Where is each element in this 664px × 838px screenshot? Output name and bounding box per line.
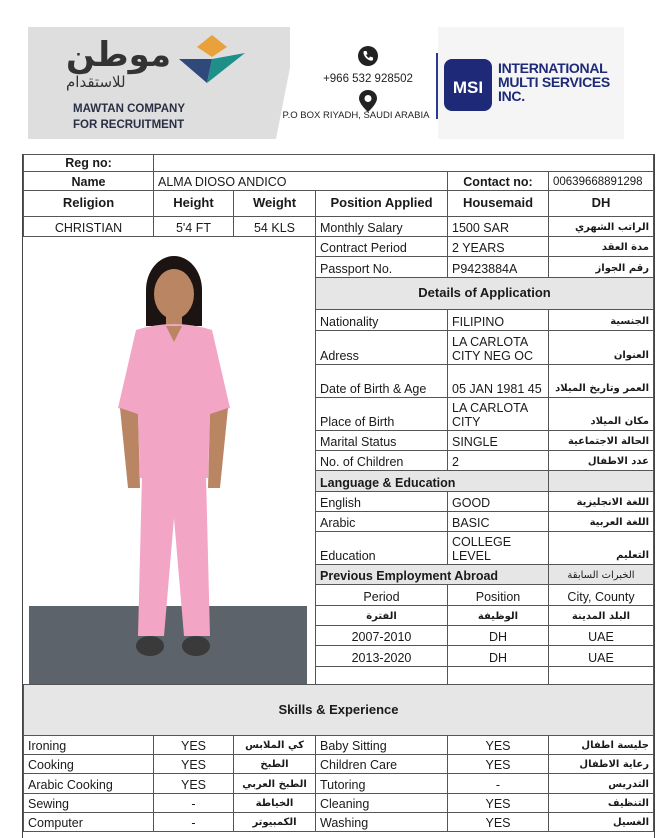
name-value: ALMA DIOSO ANDICO xyxy=(153,171,448,191)
skill-label: Baby Sitting xyxy=(315,735,448,755)
marital-arabic: الحالة الاجتماعية xyxy=(548,430,654,451)
employment-empty xyxy=(447,666,549,685)
employment-country: UAE xyxy=(548,645,654,667)
ims-line-2: MULTI SERVICES xyxy=(498,74,610,90)
ims-logo-icon xyxy=(443,57,493,113)
ims-line-3: INC. xyxy=(498,88,525,104)
employment-period: 2013-2020 xyxy=(315,645,448,667)
skill-arabic: التنظيف xyxy=(548,793,654,813)
nationality-label: Nationality xyxy=(315,309,448,331)
education-value: COLLEGE LEVEL xyxy=(447,531,549,565)
education-arabic: التعليم xyxy=(548,531,654,565)
dob-value: 05 JAN 1981 45 xyxy=(447,364,549,398)
skill-arabic: جليسة اطفال xyxy=(548,735,654,755)
contract-label: Contract Period xyxy=(315,236,448,257)
skill-value: - xyxy=(447,773,549,794)
employment-position: DH xyxy=(447,645,549,667)
education-label: Education xyxy=(315,531,448,565)
po-box-address: P.O BOX RIYADH, SAUDI ARABIA xyxy=(282,110,430,121)
contact-block xyxy=(303,45,433,113)
skill-label: Ironing xyxy=(23,735,154,755)
ims-line-1: INTERNATIONAL xyxy=(498,60,608,76)
contract-value: 2 YEARS xyxy=(447,236,549,257)
salary-label: Monthly Salary xyxy=(315,216,448,237)
employment-title: Previous Employment Abroad xyxy=(315,564,549,585)
employment-period: 2007-2010 xyxy=(315,625,448,646)
header-divider xyxy=(436,53,438,119)
skill-arabic: الخياطة xyxy=(233,793,316,813)
skill-label: Tutoring xyxy=(315,773,448,794)
address-value: LA CARLOTA CITY NEG OC xyxy=(447,330,549,365)
salary-value: 1500 SAR xyxy=(447,216,549,237)
skill-value: - xyxy=(153,812,234,832)
letterhead xyxy=(28,27,624,139)
position-header-arabic: الوظيفة xyxy=(447,605,549,626)
country-header: City, County xyxy=(548,584,654,606)
skill-value: YES xyxy=(153,773,234,794)
skill-value: YES xyxy=(447,735,549,755)
height-header: Height xyxy=(153,190,234,217)
english-label: English xyxy=(315,491,448,512)
mawtan-logo-icon xyxy=(173,33,251,93)
mawtan-company-name xyxy=(73,101,185,133)
language-title: Language & Education xyxy=(315,470,549,492)
name-label: Name xyxy=(23,171,154,191)
skill-value: - xyxy=(153,793,234,813)
phone-number: +966 532 928502 xyxy=(323,73,413,85)
details-title: Details of Application xyxy=(315,277,654,310)
arabic-arabic: اللغة العربية xyxy=(548,511,654,532)
employment-country: UAE xyxy=(548,625,654,646)
religion-header: Religion xyxy=(23,190,154,217)
passport-value: P9423884A xyxy=(447,256,549,278)
skill-value: YES xyxy=(447,754,549,774)
reg-no-value xyxy=(153,154,654,172)
contract-arabic: مدة العقد xyxy=(548,236,654,257)
skill-label: Computer xyxy=(23,812,154,832)
marital-label: Marital Status xyxy=(315,430,448,451)
skill-label: Children Care xyxy=(315,754,448,774)
position-col-header: Position xyxy=(447,584,549,606)
employment-empty xyxy=(315,666,448,685)
skill-value: YES xyxy=(447,812,549,832)
mawtan-arabic-subtitle: للاستقدام xyxy=(66,73,126,91)
english-value: GOOD xyxy=(447,491,549,512)
period-header-arabic: الفترة xyxy=(315,605,448,626)
birthplace-label: Place of Birth xyxy=(315,397,448,431)
employment-position: DH xyxy=(447,625,549,646)
skill-arabic: الطبخ العربي xyxy=(233,773,316,794)
employment-empty xyxy=(548,666,654,685)
phone-icon xyxy=(357,45,379,67)
skill-value: YES xyxy=(153,754,234,774)
arabic-label: Arabic xyxy=(315,511,448,532)
skill-label: Cleaning xyxy=(315,793,448,813)
skill-arabic: كي الملابس xyxy=(233,735,316,755)
arabic-value: BASIC xyxy=(447,511,549,532)
reg-no-label: Reg no: xyxy=(23,154,154,172)
candidate-figure xyxy=(24,238,314,684)
nationality-arabic: الجنسية xyxy=(548,309,654,331)
salary-arabic: الراتب الشهري xyxy=(548,216,654,237)
language-title-blank xyxy=(548,470,654,492)
address-label: Adress xyxy=(315,330,448,365)
skill-label: Sewing xyxy=(23,793,154,813)
skill-label: Arabic Cooking xyxy=(23,773,154,794)
children-value: 2 xyxy=(447,450,549,471)
skills-title: Skills & Experience xyxy=(23,684,654,736)
company-line-2: FOR RECRUITMENT xyxy=(73,119,185,131)
period-header: Period xyxy=(315,584,448,606)
ims-company-name xyxy=(498,61,610,103)
contact-label: Contact no: xyxy=(447,171,549,191)
birthplace-value: LA CARLOTA CITY xyxy=(447,397,549,431)
contact-value: 00639668891298 xyxy=(548,171,654,191)
skill-arabic: الغسيل xyxy=(548,812,654,832)
country-header-arabic: البلد المدينة xyxy=(548,605,654,626)
candidate-photo xyxy=(24,238,314,684)
ims-monogram: MSI xyxy=(452,78,484,97)
skill-arabic: رعاية الاطفال xyxy=(548,754,654,774)
marital-value: SINGLE xyxy=(447,430,549,451)
birthplace-arabic: مكان الميلاد xyxy=(548,397,654,431)
employment-title-arabic: الخبرات السابقة xyxy=(548,564,654,585)
skill-arabic: التدريس xyxy=(548,773,654,794)
passport-arabic: رقم الجواز xyxy=(548,256,654,278)
skill-arabic: الطبخ xyxy=(233,754,316,774)
skill-value: YES xyxy=(447,793,549,813)
position-value: Housemaid xyxy=(447,190,549,217)
weight-value: 54 KLS xyxy=(233,216,316,237)
nationality-value: FILIPINO xyxy=(447,309,549,331)
weight-header: Weight xyxy=(233,190,316,217)
position-code: DH xyxy=(548,190,654,217)
application-form xyxy=(22,154,655,838)
mawtan-arabic-logo: موطن xyxy=(66,35,171,75)
skill-arabic: الكمبيوتر xyxy=(233,812,316,832)
children-label: No. of Children xyxy=(315,450,448,471)
religion-value: CHRISTIAN xyxy=(23,216,154,237)
passport-label: Passport No. xyxy=(315,256,448,278)
english-arabic: اللغة الانجليزية xyxy=(548,491,654,512)
skill-label: Cooking xyxy=(23,754,154,774)
height-value: 5'4 FT xyxy=(153,216,234,237)
company-line-1: MAWTAN COMPANY xyxy=(73,103,186,115)
children-arabic: عدد الاطفال xyxy=(548,450,654,471)
dob-label: Date of Birth & Age xyxy=(315,364,448,398)
address-arabic: العنوان xyxy=(548,330,654,365)
position-header: Position Applied xyxy=(315,190,448,217)
skill-label: Washing xyxy=(315,812,448,832)
skill-value: YES xyxy=(153,735,234,755)
dob-arabic: العمر وتاريخ الميلاد xyxy=(548,364,654,398)
